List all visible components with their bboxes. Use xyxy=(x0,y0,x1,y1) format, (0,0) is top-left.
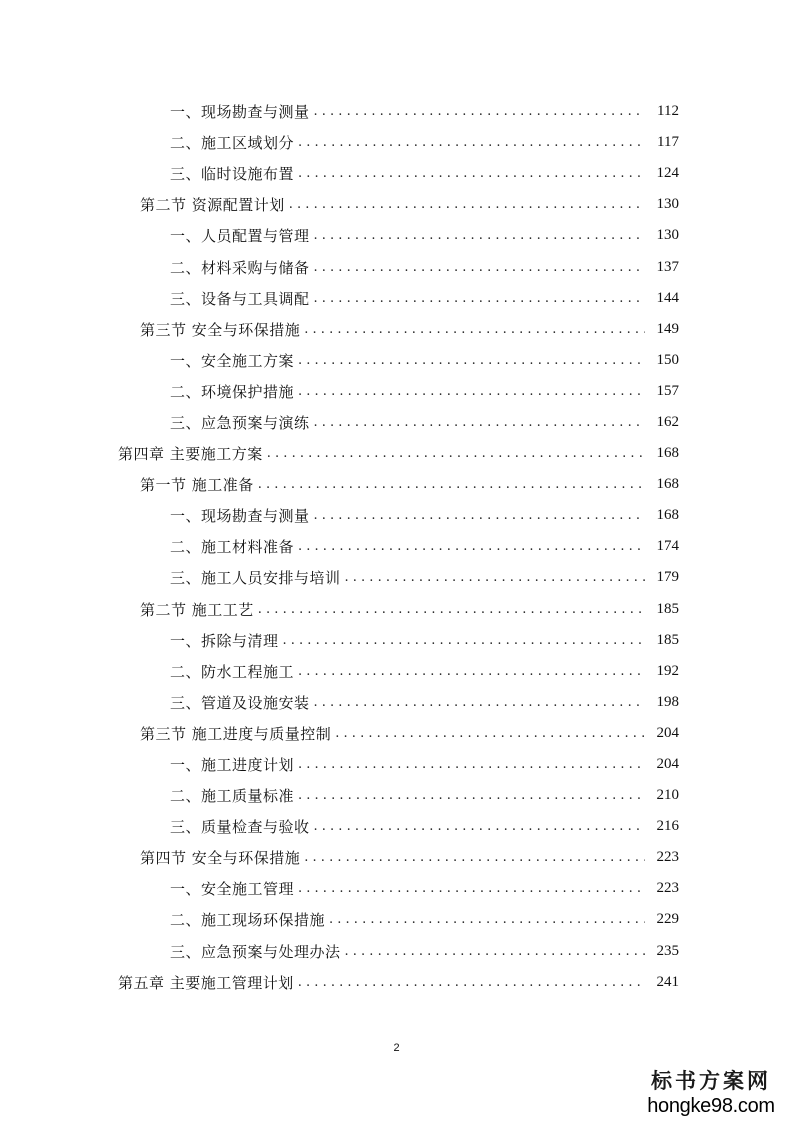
toc-entry-page: 192 xyxy=(656,662,679,679)
toc-entry[interactable] xyxy=(0,500,793,531)
toc-entry-label: 一、施工进度计划 xyxy=(170,756,295,775)
toc-entry-label: 二、材料采购与储备 xyxy=(170,258,310,277)
toc-entry-label: 第三节 安全与环保措施 xyxy=(140,320,301,339)
toc-entry-page: 130 xyxy=(656,196,679,213)
toc-dot-leader xyxy=(314,415,645,430)
toc-entry-page: 130 xyxy=(656,227,679,244)
toc-entry[interactable] xyxy=(0,283,793,314)
toc-dot-leader xyxy=(298,166,645,181)
toc-entry[interactable] xyxy=(0,438,793,469)
toc-dot-leader xyxy=(314,228,645,243)
toc-dot-leader xyxy=(298,881,645,896)
toc-dot-leader xyxy=(314,260,645,275)
toc-entry-label: 三、临时设施布置 xyxy=(170,165,295,184)
toc-dot-leader xyxy=(314,508,645,523)
toc-entry[interactable] xyxy=(0,811,793,842)
toc-entry-label: 一、安全施工方案 xyxy=(170,351,295,370)
toc-entry-page: 168 xyxy=(656,445,679,462)
toc-entry-label: 三、管道及设施安装 xyxy=(170,693,310,712)
toc-entry-page: 204 xyxy=(656,756,679,773)
toc-entry-label: 一、安全施工管理 xyxy=(170,880,295,899)
toc-entry[interactable] xyxy=(0,687,793,718)
page-number: 2 xyxy=(393,1042,400,1054)
toc-entry-page: 124 xyxy=(656,165,679,182)
toc-dot-leader xyxy=(329,912,645,927)
toc-dot-leader xyxy=(267,446,645,461)
toc-entry-page: 174 xyxy=(656,538,679,555)
toc-dot-leader xyxy=(304,850,645,865)
toc-entry[interactable] xyxy=(0,469,793,500)
toc-entry[interactable] xyxy=(0,873,793,904)
toc-entry-label: 一、人员配置与管理 xyxy=(170,227,310,246)
toc-entry-page: 216 xyxy=(656,818,679,835)
toc-dot-leader xyxy=(289,197,645,212)
toc-entry[interactable] xyxy=(0,96,793,127)
toc-entry-label: 一、拆除与清理 xyxy=(170,631,279,650)
toc-entry-page: 229 xyxy=(656,911,679,928)
toc-entry[interactable] xyxy=(0,345,793,376)
toc-dot-leader xyxy=(335,726,645,741)
toc-entry[interactable] xyxy=(0,251,793,282)
toc-entry[interactable] xyxy=(0,562,793,593)
toc-dot-leader xyxy=(345,944,645,959)
toc-entry[interactable] xyxy=(0,376,793,407)
toc-dot-leader xyxy=(298,788,645,803)
toc-entry[interactable] xyxy=(0,904,793,935)
toc-entry-page: 235 xyxy=(656,942,679,959)
toc-entry-page: 144 xyxy=(656,289,679,306)
toc-entry-page: 204 xyxy=(656,724,679,741)
toc-entry-page: 149 xyxy=(656,320,679,337)
toc-entry-page: 241 xyxy=(656,973,679,990)
toc-entry[interactable] xyxy=(0,749,793,780)
toc-entry-page: 150 xyxy=(656,351,679,368)
toc-entry-page: 168 xyxy=(656,507,679,524)
toc-dot-leader xyxy=(298,539,645,554)
toc-entry-page: 223 xyxy=(656,849,679,866)
toc-entry-page: 185 xyxy=(656,631,679,648)
toc-entry-label: 第四节 安全与环保措施 xyxy=(140,849,301,868)
toc-entry-page: 157 xyxy=(656,382,679,399)
toc-entry-label: 三、应急预案与处理办法 xyxy=(170,942,341,961)
toc-entry-page: 210 xyxy=(656,787,679,804)
toc-entry-label: 一、现场勘查与测量 xyxy=(170,507,310,526)
toc-entry[interactable] xyxy=(0,127,793,158)
toc-entry-label: 第一节 施工准备 xyxy=(140,476,254,495)
toc-dot-leader xyxy=(283,633,645,648)
toc-entry-label: 三、应急预案与演练 xyxy=(170,413,310,432)
toc-entry-label: 第三节 施工进度与质量控制 xyxy=(140,724,332,743)
toc-entry-page: 117 xyxy=(657,134,679,151)
toc-dot-leader xyxy=(314,104,645,119)
toc-entry[interactable] xyxy=(0,967,793,998)
toc-entry[interactable] xyxy=(0,936,793,967)
toc-entry-label: 三、施工人员安排与培训 xyxy=(170,569,341,588)
toc-dot-leader xyxy=(298,757,645,772)
toc-entry-label: 二、施工材料准备 xyxy=(170,538,295,557)
toc-entry-page: 179 xyxy=(656,569,679,586)
toc-entry-page: 168 xyxy=(656,476,679,493)
toc-entry-label: 二、环境保护措施 xyxy=(170,382,295,401)
toc-entry-label: 二、施工质量标准 xyxy=(170,787,295,806)
watermark-text: 标书方案网 xyxy=(651,1068,771,1093)
toc-dot-leader xyxy=(298,975,645,990)
toc-entry-label: 二、施工区域划分 xyxy=(170,134,295,153)
toc-entry-label: 第五章 主要施工管理计划 xyxy=(118,973,294,992)
toc-entry-label: 二、防水工程施工 xyxy=(170,662,295,681)
toc-dot-leader xyxy=(298,384,645,399)
toc-dot-leader xyxy=(304,322,645,337)
toc-entry[interactable] xyxy=(0,531,793,562)
toc-entry-label: 第四章 主要施工方案 xyxy=(118,445,263,464)
toc-dot-leader xyxy=(258,602,645,617)
toc-entry[interactable] xyxy=(0,407,793,438)
toc-dot-leader xyxy=(258,477,645,492)
toc-dot-leader xyxy=(298,135,645,150)
toc-dot-leader xyxy=(345,570,645,585)
toc-entry[interactable] xyxy=(0,220,793,251)
toc-dot-leader xyxy=(298,664,645,679)
toc-entry-page: 223 xyxy=(656,880,679,897)
toc-entry[interactable] xyxy=(0,780,793,811)
toc-entry-label: 一、现场勘查与测量 xyxy=(170,103,310,122)
toc-entry-page: 137 xyxy=(656,258,679,275)
toc-entry-label: 第二节 资源配置计划 xyxy=(140,196,285,215)
toc-entry[interactable] xyxy=(0,656,793,687)
toc-entry-page: 112 xyxy=(657,103,679,120)
table-of-contents xyxy=(0,96,793,998)
toc-dot-leader xyxy=(314,695,645,710)
toc-entry-label: 三、设备与工具调配 xyxy=(170,289,310,308)
toc-dot-leader xyxy=(298,353,645,368)
watermark-url: hongke98.com xyxy=(647,1095,775,1117)
toc-entry[interactable] xyxy=(0,718,793,749)
toc-entry-label: 二、施工现场环保措施 xyxy=(170,911,326,930)
toc-entry-page: 185 xyxy=(656,600,679,617)
toc-entry-label: 第二节 施工工艺 xyxy=(140,600,254,619)
toc-dot-leader xyxy=(314,819,645,834)
watermark-logo xyxy=(641,1068,781,1118)
toc-dot-leader xyxy=(314,291,645,306)
toc-entry[interactable] xyxy=(0,594,793,625)
toc-entry[interactable] xyxy=(0,314,793,345)
toc-entry-page: 162 xyxy=(656,413,679,430)
toc-entry[interactable] xyxy=(0,189,793,220)
toc-entry[interactable] xyxy=(0,842,793,873)
toc-entry-label: 三、质量检查与验收 xyxy=(170,818,310,837)
toc-entry[interactable] xyxy=(0,158,793,189)
toc-entry[interactable] xyxy=(0,625,793,656)
toc-entry-page: 198 xyxy=(656,693,679,710)
